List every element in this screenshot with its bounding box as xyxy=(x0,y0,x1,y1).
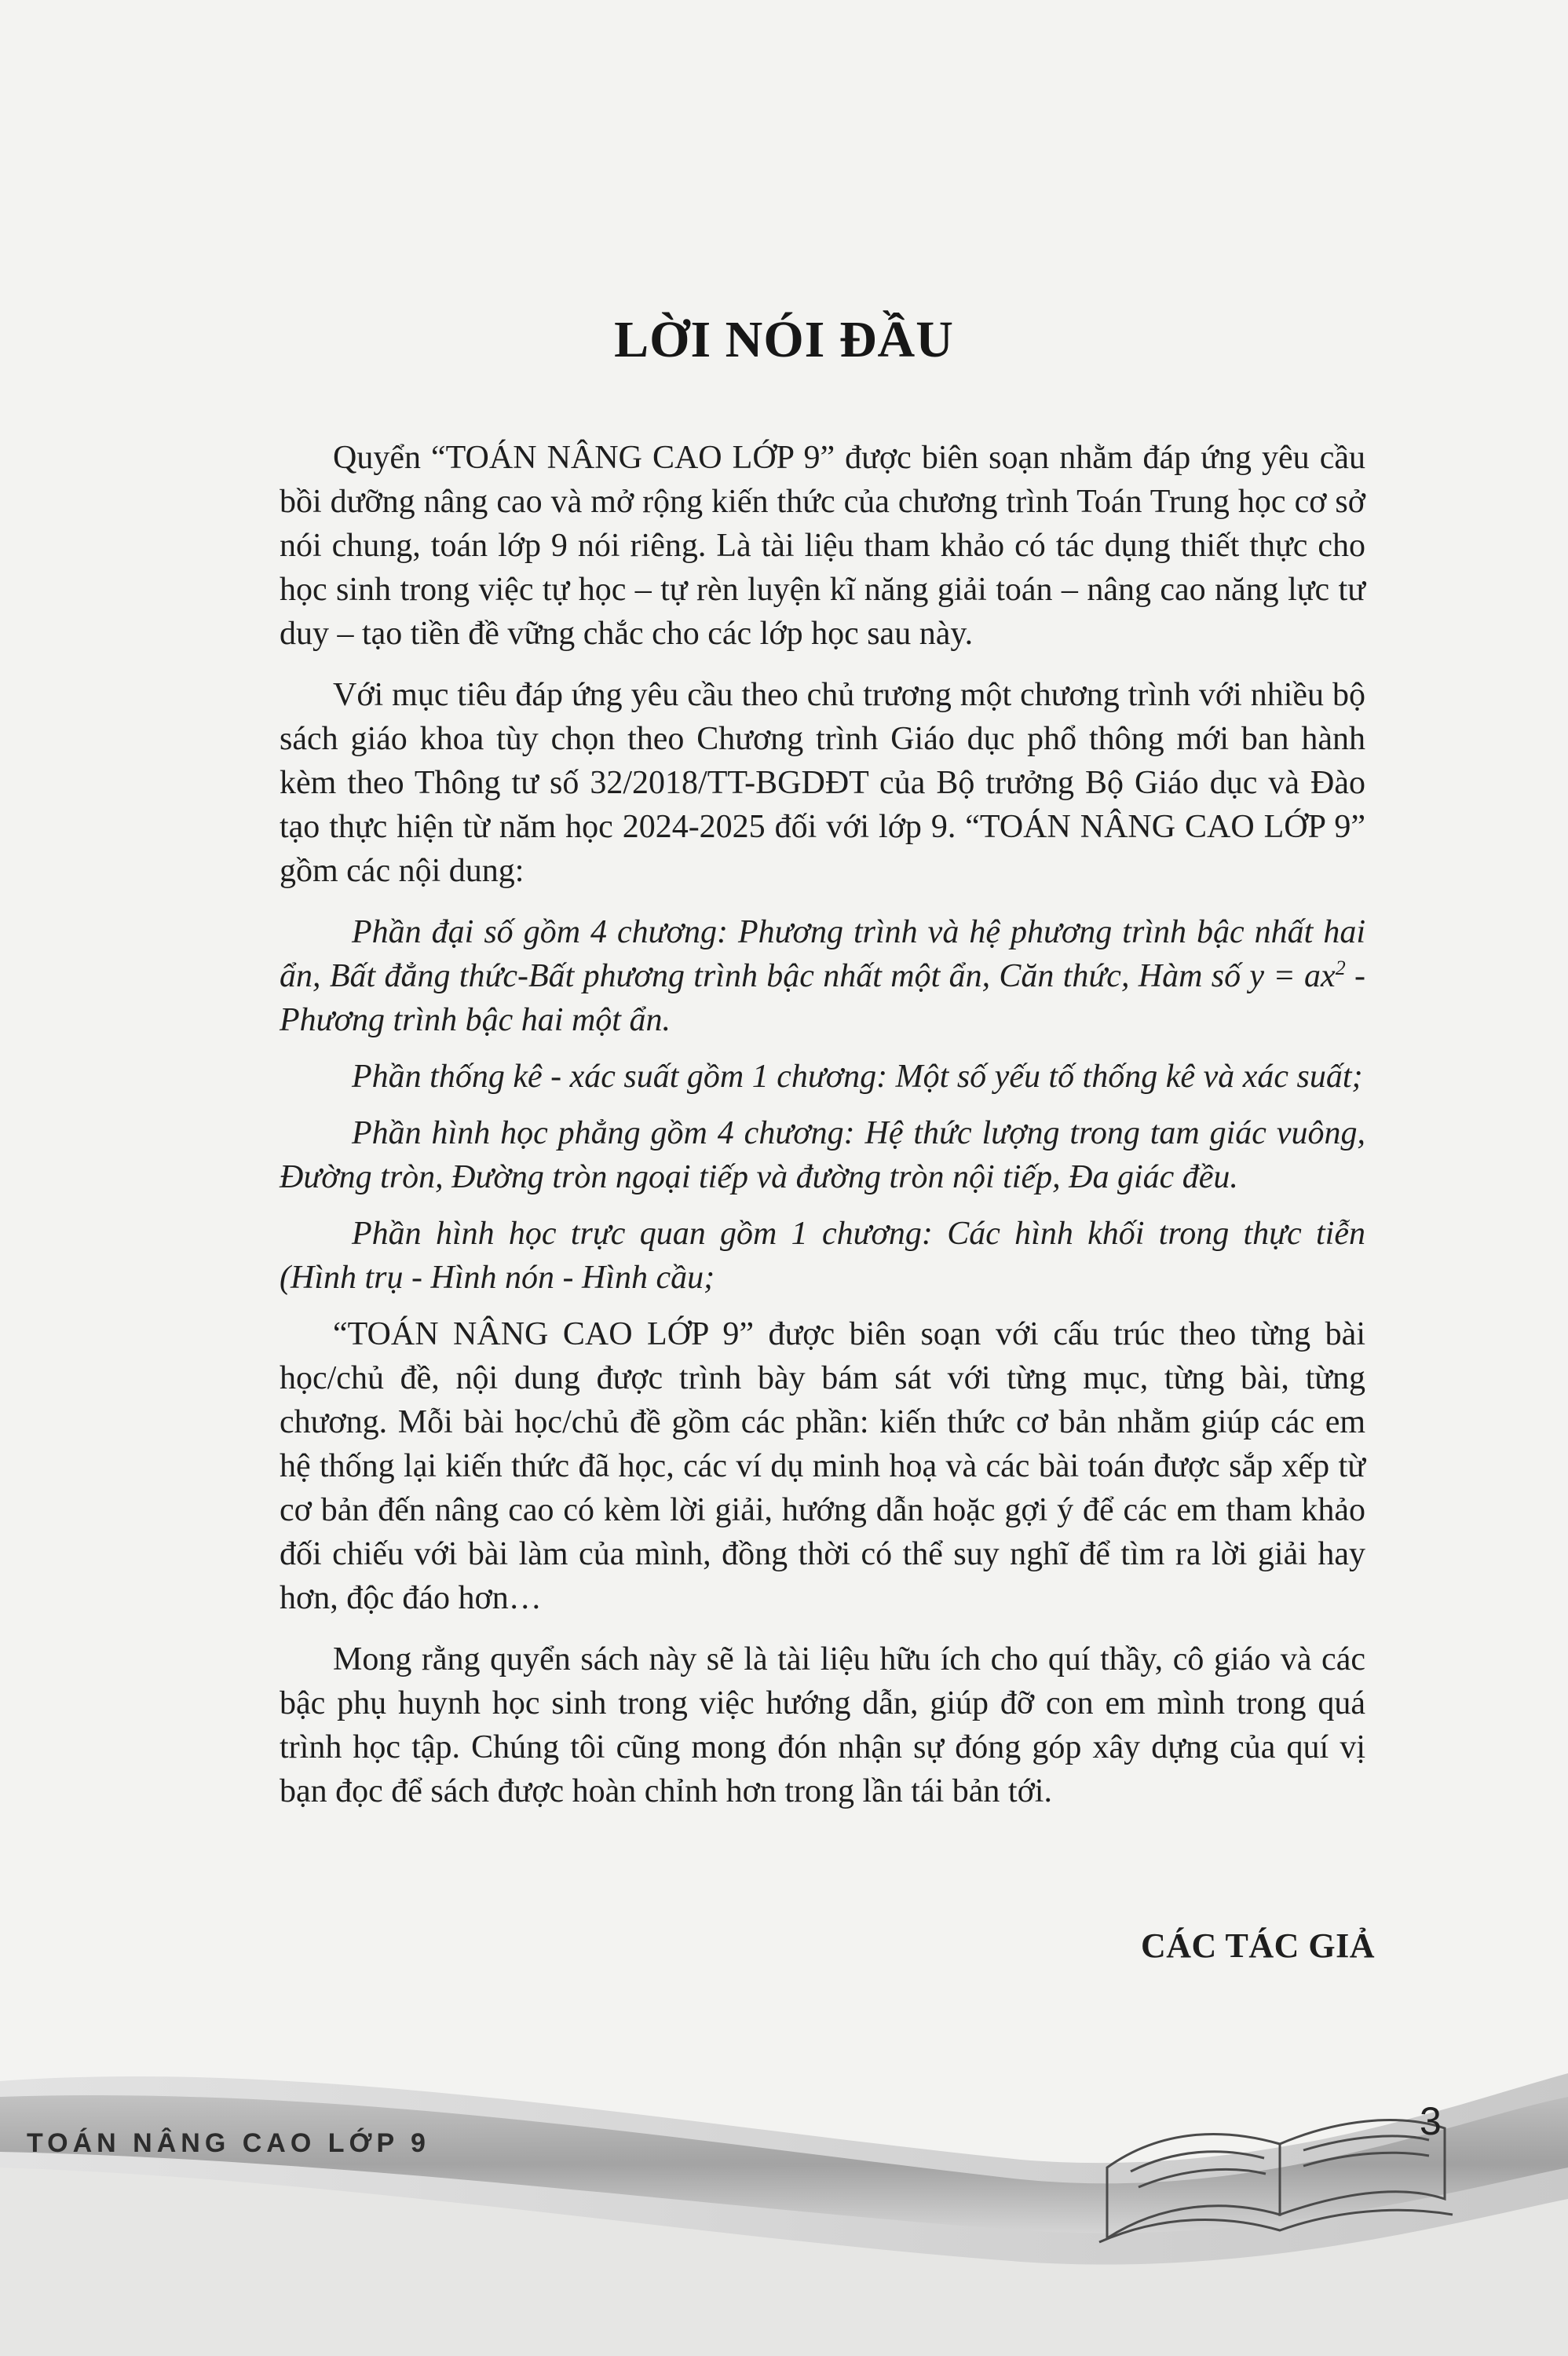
part-algebra-text: Phần đại số gồm 4 chương: Phương trình và hệ phương trình bậc nhất hai ẩn, Bất đẳng thức-Bất phương trình bậc nhất một ẩn, Căn thức, Hàm số y = ax xyxy=(280,914,1365,994)
part-algebra-tail: - Phương trình bậc hai một ẩn. xyxy=(280,958,1365,1038)
footer-wave-band xyxy=(0,2010,1568,2356)
paragraph-goals: Với mục tiêu đáp ứng yêu cầu theo chủ trương một chương trình với nhiều bộ sách giáo khoa tùy chọn theo Chương trình Giáo dục phổ thông mới ban hành kèm theo Thông tư số 32/2018/TT-BGDĐT của Bộ trưởng Bộ Giáo dục và Đào tạo thực hiện từ năm học 2024-2025 đối với lớp 9. “TOÁN NÂNG CAO LỚP 9” gồm các nội dung: xyxy=(280,677,1365,889)
preface-body xyxy=(280,436,1365,1831)
paragraph-structure: “TOÁN NÂNG CAO LỚP 9” được biên soạn với cấu trúc theo từng bài học/chủ đề, nội dung được trình bày bám sát với từng mục, từng bài, từng chương. Mỗi bài học/chủ đề gồm các phần: kiến thức cơ bản nhằm giúp các em hệ thống lại kiến thức đã học, các ví dụ minh hoạ và các bài toán được sắp xếp từ cơ bản đến nâng cao có kèm lời giải, hướng dẫn hoặc gợi ý để các em tham khảo đối chiếu với bài làm của mình, đồng thời có thể suy nghĩ để tìm ra lời giải hay hơn, độc đáo hơn… xyxy=(280,1316,1365,1616)
part-plane-geometry: Phần hình học phẳng gồm 4 chương: Hệ thức lượng trong tam giác vuông, Đường tròn, Đường tròn ngoại tiếp và đường tròn nội tiếp, Đa giác đều. xyxy=(280,1115,1365,1195)
page-title: LỜI NÓI ĐẦU xyxy=(614,311,954,368)
signature: CÁC TÁC GIẢ xyxy=(1140,1926,1375,1965)
paragraph-intro: Quyển “TOÁN NÂNG CAO LỚP 9” được biên soạn nhằm đáp ứng yêu cầu bồi dưỡng nâng cao và mở rộng kiến thức của chương trình Toán Trung học cơ sở nói chung, toán lớp 9 nói riêng. Là tài liệu tham khảo có tác dụng thiết thực cho học sinh trong việc tự học – tự rèn luyện kĩ năng giải toán – nâng cao năng lực tư duy – tạo tiền đề vững chắc cho các lớp học sau này. xyxy=(280,440,1365,652)
exponent: 2 xyxy=(1335,957,1346,979)
part-solid-geometry: Phần hình học trực quan gồm 1 chương: Các hình khối trong thực tiễn (Hình trụ - Hình nón - Hình cầu; xyxy=(280,1216,1365,1296)
footer-book-title: TOÁN NÂNG CAO LỚP 9 xyxy=(27,2128,430,2158)
paragraph-closing: Mong rằng quyển sách này sẽ là tài liệu hữu ích cho quí thầy, cô giáo và các bậc phụ huynh học sinh trong việc hướng dẫn, giúp đỡ con em mình trong quá trình học tập. Chúng tôi cũng mong đón nhận sự đóng góp xây dựng của quí vị bạn đọc để sách được hoàn chỉnh hơn trong lần tái bản tới. xyxy=(280,1641,1365,1809)
part-statistics: Phần thống kê - xác suất gồm 1 chương: Một số yếu tố thống kê và xác suất; xyxy=(352,1059,1363,1095)
part-algebra xyxy=(280,910,1365,1042)
page-number: 3 xyxy=(1420,2099,1442,2143)
